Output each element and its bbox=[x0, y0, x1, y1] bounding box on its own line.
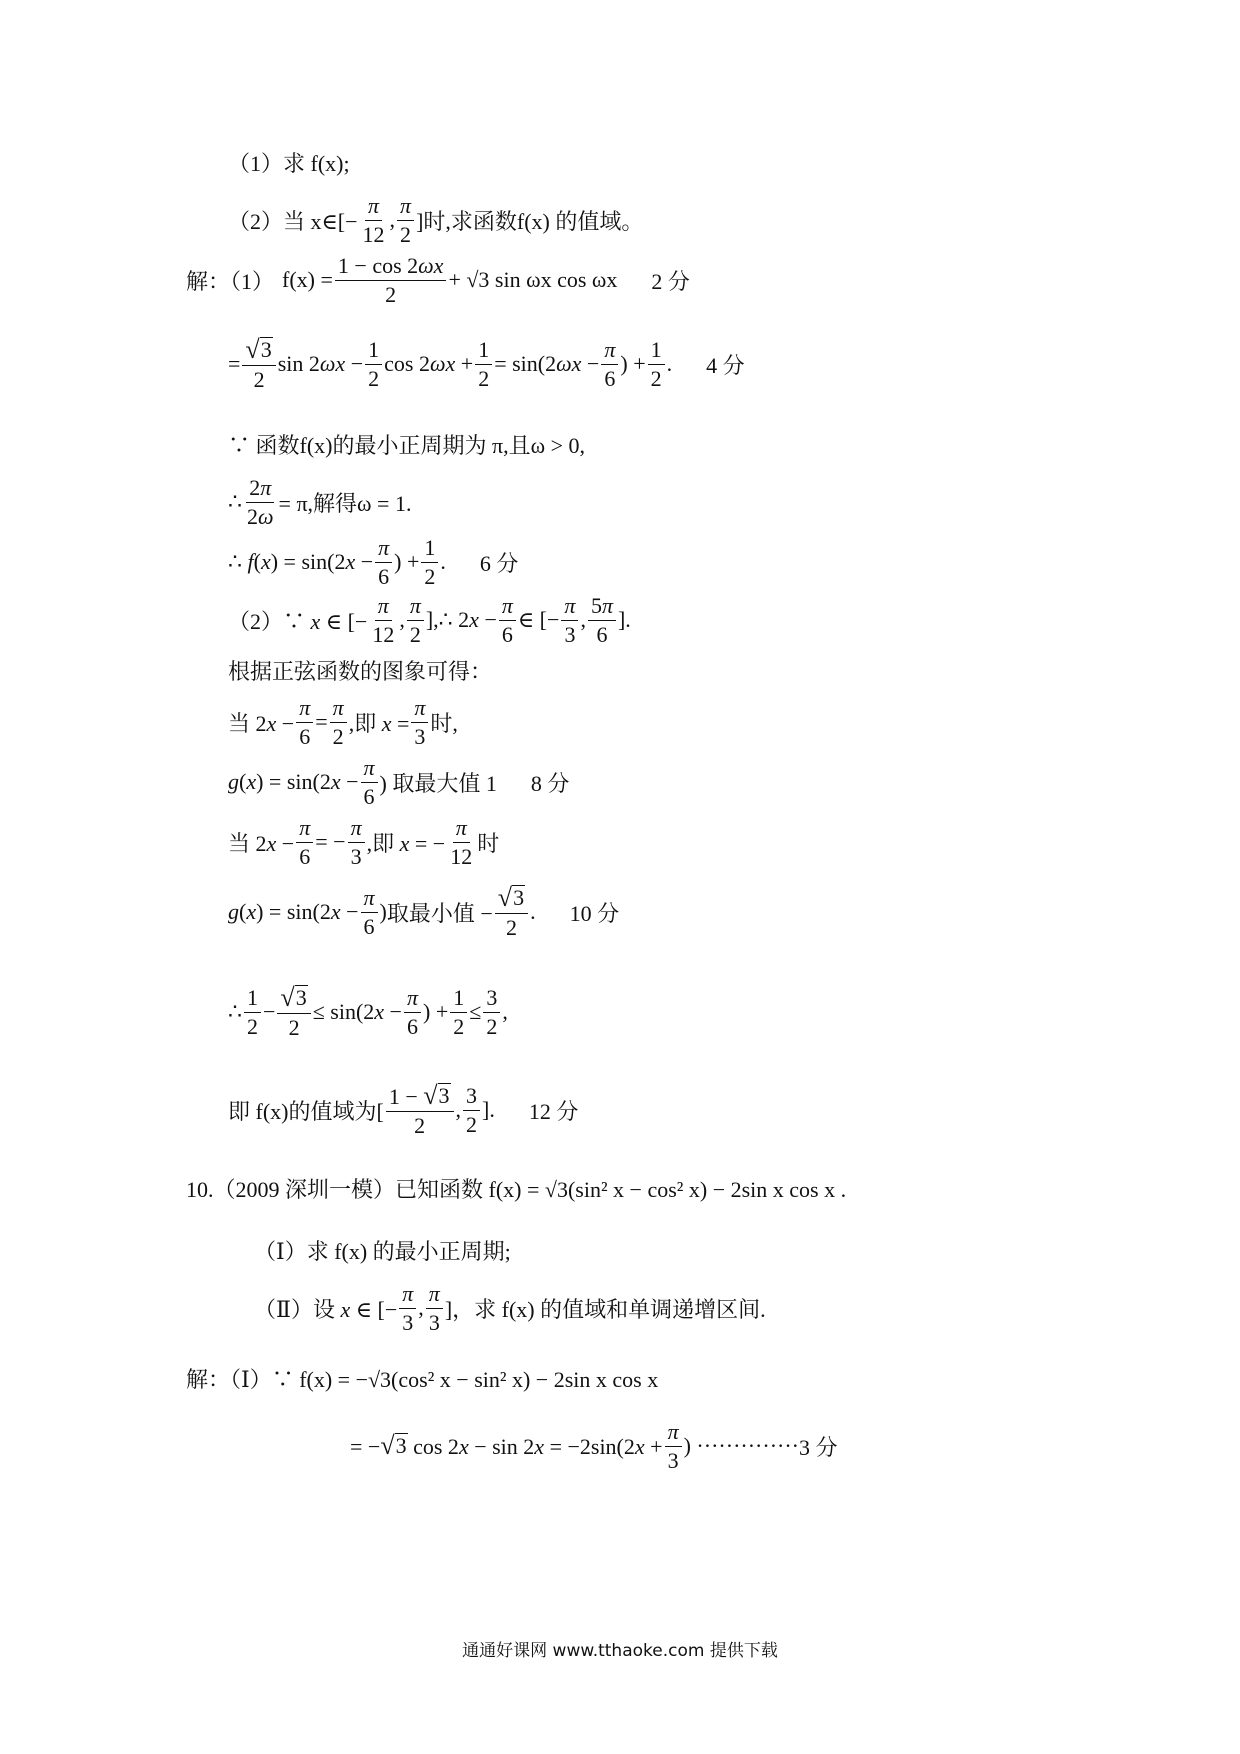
solution-2-line-2: = − √ 3 cos 2x − sin 2x = −2sin(2x + $\frac{\pi}{3}$ ) ·············· 3 分 bbox=[350, 1419, 838, 1473]
question-2: （2）当 x∈[− $\frac{\pi}{12}$ , $\frac{\pi}{2}$ ]时,求函数f(x) 的值域。 bbox=[228, 193, 644, 247]
solution-label: 解：（1） bbox=[186, 268, 275, 294]
solution-2-line-1 bbox=[186, 1348, 658, 1408]
fraction: √ 3 2 bbox=[495, 885, 528, 939]
solution-line-11: g(x) = sin(2x − $\frac{\pi}{6}$ ) 取最小值 − √ 3 2 . 10 分 bbox=[228, 882, 620, 940]
fraction: $\frac{1}{2}$ bbox=[450, 986, 467, 1037]
fraction: √ 3 2 bbox=[277, 985, 310, 1039]
score-label: 6 分 bbox=[479, 550, 519, 576]
fraction: $\frac{\pi}{6}$ bbox=[296, 816, 313, 867]
solution-line-10: 当 2x − $\frac{\pi}{6}$ = − $\frac{\pi}{3}$ ,即 x = − $\frac{\pi}{12}$ 时 bbox=[228, 815, 500, 869]
fraction: $\frac{\pi}{12}$ bbox=[362, 193, 385, 247]
solution-line-1 bbox=[186, 250, 690, 310]
fraction: $\frac{\pi}{3}$ bbox=[348, 816, 365, 867]
period-statement: ∵ 函数f(x)的最小正周期为 π,且ω > 0, bbox=[228, 432, 585, 458]
question-10-part-1 bbox=[254, 1220, 511, 1280]
score-label: 3 分 bbox=[799, 1434, 838, 1460]
fraction: $\frac{2\pi}{2\omega}$ bbox=[247, 475, 274, 529]
question-10-part-2-suffix: ]，求 f(x) 的值域和单调递增区间. bbox=[444, 1296, 766, 1322]
range-prefix: 即 f(x)的值域为[ bbox=[228, 1098, 384, 1124]
question-10 bbox=[186, 1158, 846, 1218]
sine-graph-note: 根据正弦函数的图象可得： bbox=[228, 658, 493, 684]
solution-expr: f(x) = bbox=[282, 267, 333, 292]
fraction: $\frac{\pi}{6}$ bbox=[296, 696, 313, 747]
score-label: 4 分 bbox=[706, 352, 745, 378]
fraction: 1 − √ 3 2 bbox=[386, 1083, 454, 1137]
solution-line-9: g(x) = sin(2x − $\frac{\pi}{6}$ ) 取最大值 1 8 分 bbox=[228, 755, 570, 809]
fraction: $\frac{\pi}{3}$ bbox=[426, 1282, 443, 1333]
fraction: $\frac{\pi}{2}$ bbox=[397, 194, 414, 245]
fraction: $\frac{3}{2}$ bbox=[463, 1084, 480, 1135]
question-10-part-2: （Ⅱ）设 x ∈ [− $\frac{\pi}{3}$ , $\frac{\pi}{3}$ ]，求 f(x) 的值域和单调递增区间. bbox=[254, 1281, 766, 1335]
fraction: $\frac{\pi}{3}$ bbox=[411, 696, 428, 747]
min-value-text: 取最小值 − bbox=[386, 900, 493, 926]
fraction: $\frac{\pi}{6}$ bbox=[499, 594, 516, 645]
solution-line-4: ∴ $\frac{2\pi}{2\omega}$ = π,解得ω = 1. bbox=[228, 475, 412, 529]
solution-line-5: ∴ f(x) = sin(2x − $\frac{\pi}{6}$ ) + $\frac{1}{2}$ . 6 分 bbox=[228, 535, 519, 589]
score-label: 10 分 bbox=[569, 900, 620, 926]
solution-line-8: 当 2x − $\frac{\pi}{6}$ = $\frac{\pi}{2}$ ,即 x = $\frac{\pi}{3}$ 时, bbox=[228, 695, 458, 749]
fraction: $\frac{1}{2}$ bbox=[365, 338, 382, 389]
fraction: $\frac{1}{2}$ bbox=[475, 338, 492, 389]
score-label: 8 分 bbox=[530, 770, 570, 796]
fraction: $\frac{\pi}{6}$ bbox=[361, 886, 378, 937]
question-10-part-1-text: （Ⅰ）求 f(x) 的最小正周期; bbox=[254, 1238, 511, 1264]
fraction: $\frac{\pi}{3}$ bbox=[399, 1282, 416, 1333]
solution-line-12: ∴ $\frac{1}{2}$ − √ 3 2 ≤ sin(2x − $\frac{\pi}{6}$ ) + $\frac{1}{2}$ ≤ $\frac{3}{2}$ , bbox=[228, 982, 508, 1040]
fraction: √ 3 2 bbox=[242, 337, 275, 391]
question-2-suffix: ]时,求函数f(x) 的值域。 bbox=[416, 208, 644, 234]
fraction: $\frac{\pi}{12}$ bbox=[372, 593, 395, 647]
solution-line-2: = √ 3 2 sin 2ωx − $\frac{1}{2}$ cos 2ωx + $\frac{1}{2}$ = sin(2ωx − $\frac{\pi}{6}$ ) + $\frac{1}{2}$ . 4 分 bbox=[228, 334, 745, 392]
fraction: $\frac{\pi}{6}$ bbox=[375, 536, 392, 587]
page-footer: 通通好课网 www.tthaoke.com 提供下载 bbox=[462, 1641, 778, 1661]
solution-line-13: 即 f(x)的值域为[ 1 − √ 3 2 , $\frac{3}{2}$ ]. 12 分 bbox=[228, 1080, 579, 1138]
fraction: $\frac{1}{2}$ bbox=[421, 536, 438, 587]
fraction: $\frac{\pi}{3}$ bbox=[561, 594, 578, 645]
solution-line-3 bbox=[228, 414, 585, 474]
fraction: $\frac{\pi}{3}$ bbox=[665, 1420, 682, 1471]
solution-line-6: （2）∵ x ∈ [− $\frac{\pi}{12}$ , $\frac{\pi}{2}$ ],∴ 2x − $\frac{\pi}{6}$ ∈ [− $\frac{\pi}{3}$ , $\frac{5\pi}{6}$ ]. bbox=[228, 593, 631, 647]
fraction: $\frac{\pi}{6}$ bbox=[601, 338, 618, 389]
score-label: 2 分 bbox=[651, 268, 690, 294]
solution-line-7 bbox=[228, 650, 492, 690]
solution-2-label: 解：（Ⅰ）∵ f(x) = −√3(cos² x − sin² x) − 2sin x cos x bbox=[186, 1366, 659, 1392]
fraction: $\frac{\pi}{2}$ bbox=[407, 594, 424, 645]
question-1-text: （1）求 f(x); bbox=[228, 150, 350, 176]
question-2-prefix: （2）当 x∈[− bbox=[228, 208, 358, 234]
fraction: $\frac{\pi}{6}$ bbox=[361, 756, 378, 807]
question-1 bbox=[228, 132, 350, 192]
score-label: 12 分 bbox=[528, 1098, 579, 1124]
fraction: $\frac{\pi}{2}$ bbox=[330, 696, 347, 747]
fraction: $\frac{1}{2}$ bbox=[648, 338, 665, 389]
omega-result: = π,解得ω = 1. bbox=[278, 490, 412, 516]
question-10-text: 10.（2009 深圳一模）已知函数 f(x) = √3(sin² x − cos² x) − 2sin x cos x . bbox=[186, 1176, 847, 1202]
fraction: $\frac{\pi}{12}$ bbox=[450, 815, 473, 869]
fraction: $\frac{3}{2}$ bbox=[483, 986, 500, 1037]
fraction: $\frac{5\pi}{6}$ bbox=[588, 594, 616, 645]
fraction: $\frac{1}{2}$ bbox=[244, 986, 261, 1037]
solution-tail: + √3 sin ωx cos ωx bbox=[448, 267, 618, 292]
fraction: $\frac{1 - \cos 2\omega x}{2}$ bbox=[335, 254, 447, 305]
fraction: $\frac{\pi}{6}$ bbox=[404, 986, 421, 1037]
